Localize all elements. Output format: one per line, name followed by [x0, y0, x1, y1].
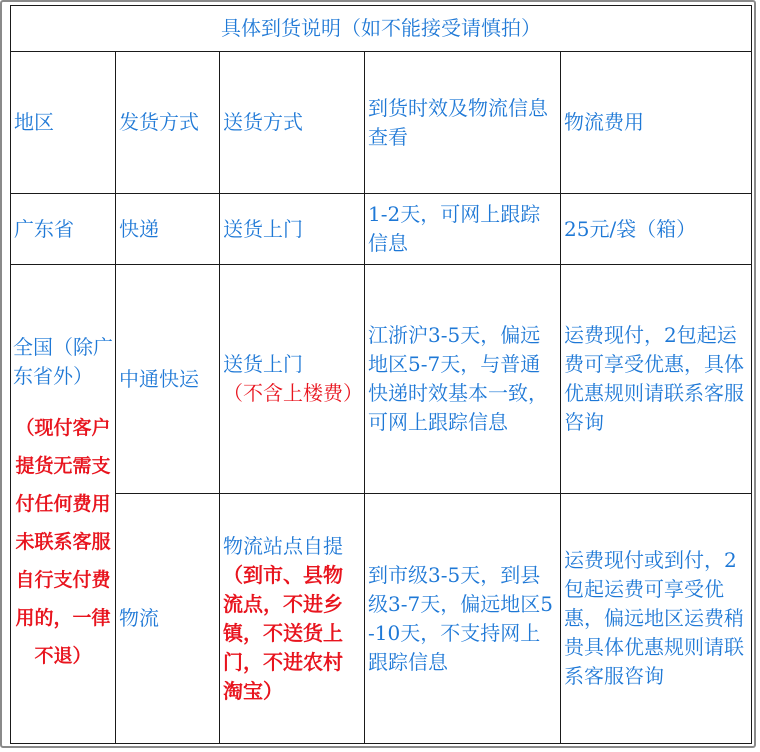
table-title: 具体到货说明（如不能接受请慎拍）	[11, 6, 752, 52]
delivery-note: （不含上楼费）	[223, 381, 363, 405]
cell-time: 到市级3-5天，到县级3-7天，偏远地区5-10天，不支持网上跟踪信息	[365, 494, 561, 744]
cell-method: 物流	[116, 494, 220, 744]
cell-method: 中通快运	[116, 265, 220, 494]
cell-region: 全国（除广东省外）	[13, 335, 113, 388]
cell-region-national	[11, 265, 116, 744]
cell-time: 江浙沪3-5天，偏远地区5-7天，与普通快递时效基本一致，可网上跟踪信息	[365, 265, 561, 494]
cell-fee: 25元/袋（箱）	[561, 194, 752, 265]
header-logistics-fee: 物流费用	[561, 52, 752, 194]
cell-delivery: 送货上门	[220, 194, 365, 265]
region-note: （现付客户提货无需支付任何费用未联系客服自行支付费用的，一律不退）	[15, 417, 111, 667]
cell-method: 快递	[116, 194, 220, 265]
cell-fee: 运费现付或到付，2包起运费可享受优惠，偏远地区运费稍贵具体优惠规则请联系客服咨询	[561, 494, 752, 744]
cell-delivery	[220, 494, 365, 744]
cell-fee: 运费现付，2包起运费可享受优惠，具体优惠规则请联系客服咨询	[561, 265, 752, 494]
table-row	[11, 494, 752, 744]
table-row	[11, 265, 752, 494]
title-row	[11, 6, 752, 52]
delivery-info-table	[10, 5, 752, 744]
header-delivery-method: 送货方式	[220, 52, 365, 194]
header-region: 地区	[11, 52, 116, 194]
cell-delivery	[220, 265, 365, 494]
header-row	[11, 52, 752, 194]
cell-time: 1-2天，可网上跟踪信息	[365, 194, 561, 265]
table-row	[11, 194, 752, 265]
delivery-label: 物流站点自提	[223, 533, 343, 558]
cell-region: 广东省	[11, 194, 116, 265]
header-delivery-time: 到货时效及物流信息查看	[365, 52, 561, 194]
delivery-label: 送货上门	[223, 352, 303, 376]
delivery-note: （到市、县物流点，不进乡镇，不送货上门，不进农村淘宝）	[223, 562, 343, 703]
header-shipping-method: 发货方式	[116, 52, 220, 194]
